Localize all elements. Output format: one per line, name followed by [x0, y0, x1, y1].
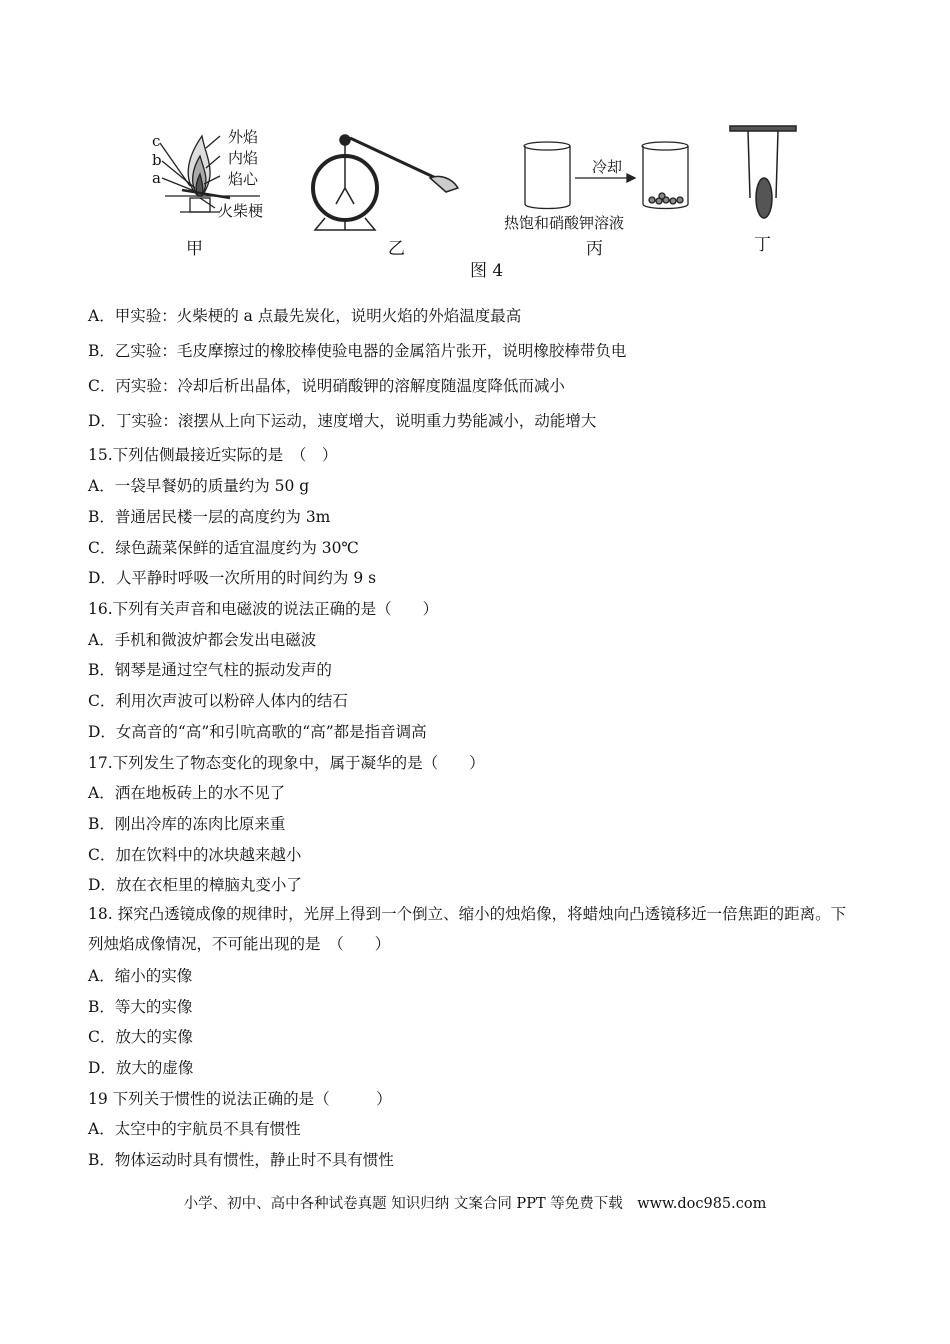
q18-option-d: D．放大的虚像 [88, 1059, 194, 1077]
figure-label-ding: 丁 [754, 235, 771, 255]
figure-label-jia: 甲 [186, 239, 203, 259]
flame-label-core: 焰心 [228, 170, 259, 188]
q15-option-d: D．人平静时呼吸一次所用的时间约为 9 s [88, 569, 377, 587]
figure-label-yi: 乙 [388, 239, 405, 259]
q16-option-b: B．钢琴是通过空气柱的振动发声的 [88, 661, 332, 679]
beaker-label-solution: 热饱和硝酸钾溶液 [504, 214, 625, 232]
q16-option-c: C．利用次声波可以粉碎人体内的结石 [88, 692, 348, 710]
q18-option-c: C．放大的实像 [88, 1028, 193, 1046]
q16-option-d: D．女高音的“高”和引吭高歌的“高”都是指音调高 [88, 723, 427, 741]
flame-label-outer: 外焰 [228, 128, 259, 146]
q14-option-a: A．甲实验：火柴梗的 a 点最先炭化，说明火焰的外焰温度最高 [88, 307, 522, 325]
q17-option-d: D．放在衣柜里的樟脑丸变小了 [88, 876, 302, 894]
q15-stem: 15.下列估侧最接近实际的是 （ ） [88, 446, 338, 464]
q14-option-c: C．丙实验：冷却后析出晶体，说明硝酸钾的溶解度随温度降低而减小 [88, 377, 565, 395]
flame-label-match: 火柴梗 [218, 202, 264, 220]
figure-title: 图 4 [470, 261, 504, 281]
flame-label-b: b [152, 151, 162, 169]
q15-option-b: B．普通居民楼一层的高度约为 3m [88, 508, 331, 526]
q14-option-b: B．乙实验：毛皮摩擦过的橡胶棒使验电器的金属箔片张开，说明橡胶棒带负电 [88, 342, 627, 360]
flame-label-a: a [152, 169, 161, 187]
figure-4 [140, 118, 820, 283]
q17-stem: 17.下列发生了物态变化的现象中，属于凝华的是（ ） [88, 754, 485, 772]
q17-option-a: A．洒在地板砖上的水不见了 [88, 784, 286, 802]
q19-option-b: B．物体运动时具有惯性，静止时不具有惯性 [88, 1151, 394, 1169]
q18-option-b: B．等大的实像 [88, 998, 193, 1016]
q15-option-a: A．一袋早餐奶的质量约为 50 g [88, 477, 310, 495]
q16-option-a: A．手机和微波炉都会发出电磁波 [88, 631, 317, 649]
q18-stem: 18. 探究凸透镜成像的规律时，光屏上得到一个倒立、缩小的烛焰像，将蜡烛向凸透镜移近一倍焦距的距离。下列烛焰成像情况，不可能出现的是 （ ） [88, 905, 847, 953]
q19-stem: 19 下列关于惯性的说法正确的是（ ） [88, 1090, 392, 1108]
q15-option-c: C．绿色蔬菜保鲜的适宜温度约为 30℃ [88, 539, 359, 557]
q19-option-a: A．太空中的宇航员不具有惯性 [88, 1120, 301, 1138]
q18-option-a: A．缩小的实像 [88, 967, 193, 985]
pendulum-drawing [730, 126, 796, 218]
page-footer: 小学、初中、高中各种试卷真题 知识归纳 文案合同 PPT 等免费下载 www.doc985.com [183, 1196, 767, 1212]
q14-option-d: D．丁实验：滚摆从上向下运动，速度增大，说明重力势能减小，动能增大 [88, 412, 597, 430]
q16-stem: 16.下列有关声音和电磁波的说法正确的是（ ） [88, 600, 439, 618]
q17-option-c: C．加在饮料中的冰块越来越小 [88, 846, 302, 864]
flame-label-inner: 内焰 [228, 149, 259, 167]
q17-option-b: B．刚出冷库的冻肉比原来重 [88, 815, 286, 833]
beaker-label-cool: 冷却 [592, 158, 623, 176]
figure-label-bing: 丙 [586, 239, 603, 259]
electroscope-drawing [313, 135, 458, 230]
flame-label-c: c [152, 132, 161, 150]
